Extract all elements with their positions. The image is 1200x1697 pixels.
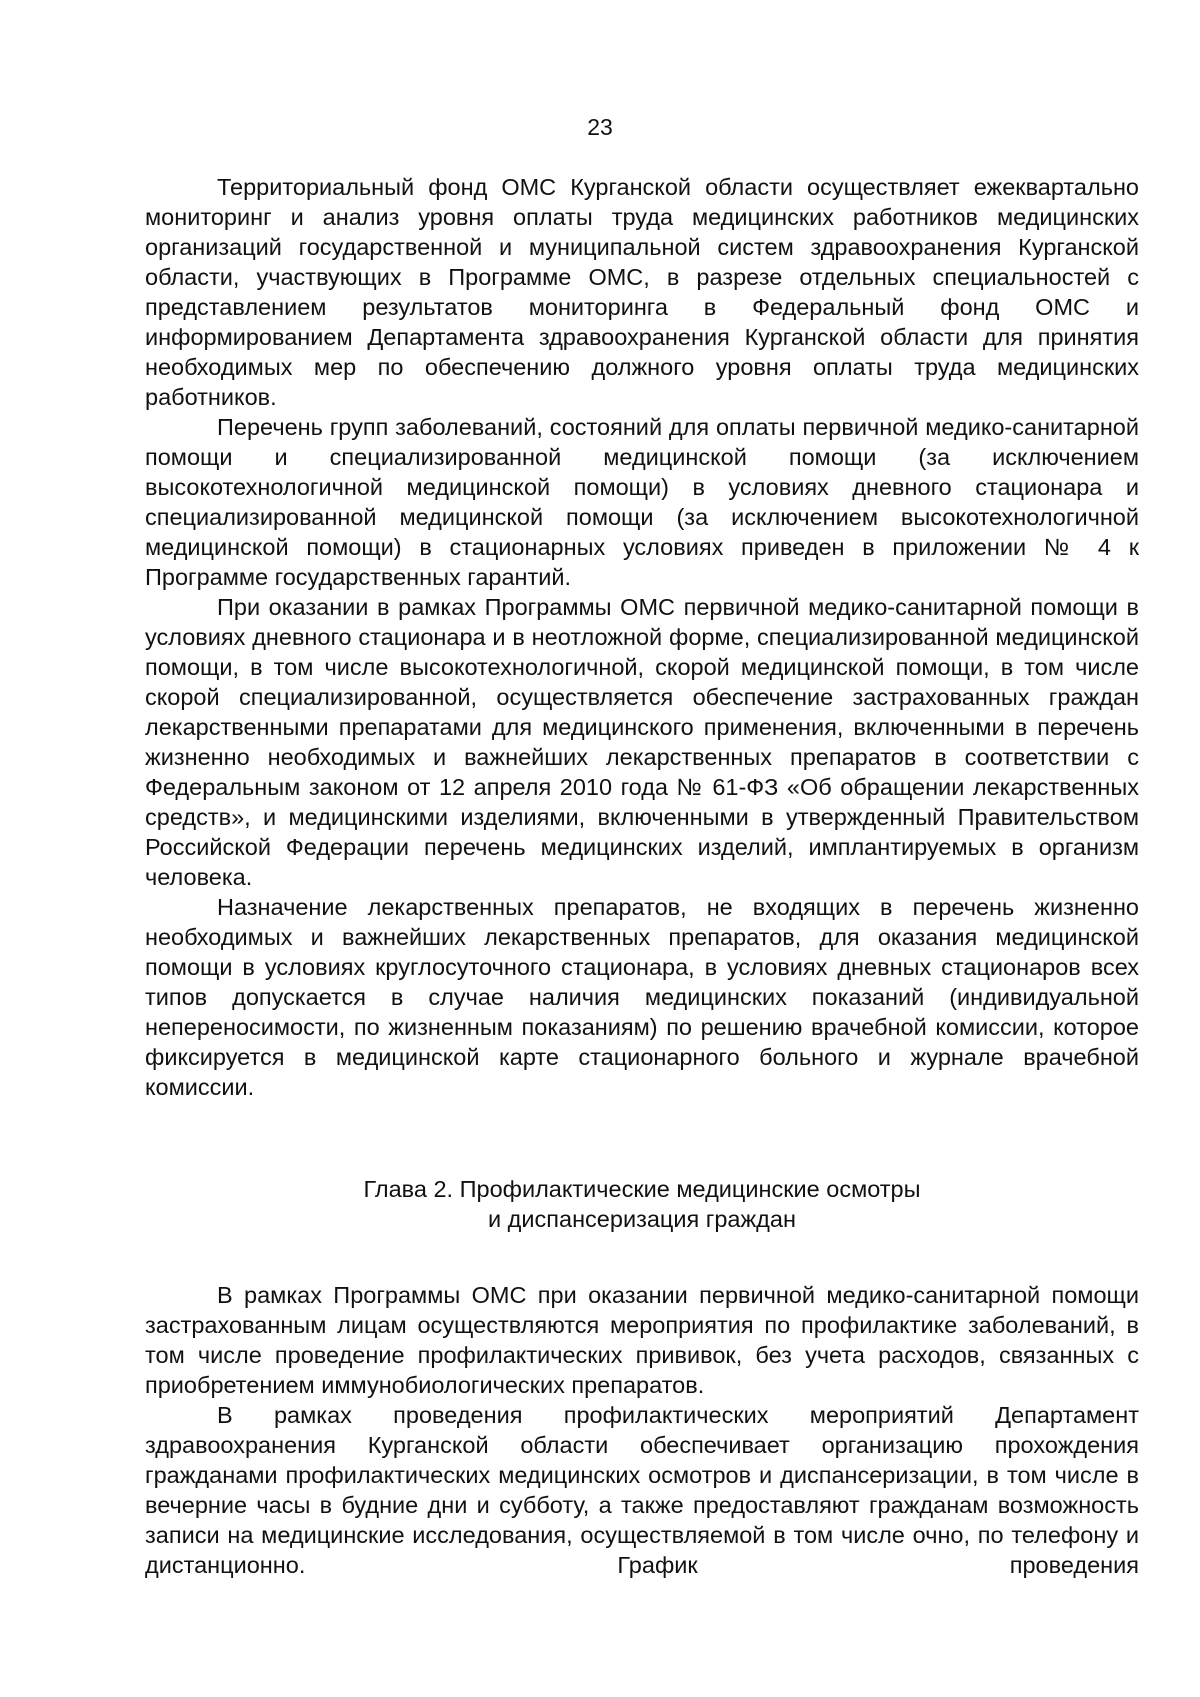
chapter-heading-line-2: и диспансеризация граждан — [488, 1206, 796, 1232]
paragraph-preventive-exams: В рамках проведения профилактических мероприятий Департамент здравоохранения Курганской области обеспечивает организацию прохождения гражданами профилактических медицинских осмотров и диспансеризации, в том числе в вечерние часы в будние дни и субботу, а также предоставляют гражданам возможность записи на медицинские исследования, осуществляемой в том числе очно, по телефону и дистанционно. График проведения — [145, 1402, 1139, 1578]
body-text-section-2 — [145, 1280, 1139, 1580]
paragraph-drug-prescription: Назначение лекарственных препаратов, не входящих в перечень жизненно необходимых и важнейших лекарственных препаратов, для оказания медицинской помощи в условиях круглосуточного стационара, в условиях дневных стационаров всех типов допускается в случае наличия медицинских показаний (индивидуальной непереносимости, по жизненным показаниям) по решению врачебной комиссии, которое фиксируется в медицинской карте стационарного больного и журнале врачебной комиссии. — [145, 894, 1139, 1100]
paragraph-monitoring: Территориальный фонд ОМС Курганской области осуществляет ежеквартально мониторинг и анализ уровня оплаты труда медицинских работников медицинских организаций государственной и муниципальной систем здравоохранения Курганской области, участвующих в Программе ОМС, в разрезе отдельных специальностей с представлением результатов мониторинга в Федеральный фонд ОМС и информированием Департамента здравоохранения Курганской области для принятия необходимых мер по обеспечению должного уровня оплаты труда медицинских работников. — [145, 174, 1139, 410]
paragraph-disease-groups: Перечень групп заболеваний, состояний для оплаты первичной медико-санитарной помощи и специализированной медицинской помощи (за исключением высокотехнологичной медицинской помощи) в условиях дневного стационара и специализированной медицинской помощи (за исключением высокотехнологичной медицинской помощи) в стационарных условиях приведен в приложении № 4 к Программе государственных гарантий. — [145, 414, 1139, 590]
page-number: 23 — [587, 114, 613, 140]
paragraph-drug-provision: При оказании в рамках Программы ОМС первичной медико-санитарной помощи в условиях дневного стационара и в неотложной форме, специализированной медицинской помощи, в том числе высокотехнологичной, скорой медицинской помощи, в том числе скорой специализированной, осуществляется обеспечение застрахованных граждан лекарственными препаратами для медицинского применения, включенными в перечень жизненно необходимых и важнейших лекарственных препаратов в соответствии с Федеральным законом от 12 апреля 2010 года № 61-ФЗ «Об обращении лекарственных средств», и медицинскими изделиями, включенными в утвержденный Правительством Российской Федерации перечень медицинских изделий, имплантируемых в организм человека. — [145, 594, 1139, 890]
chapter-heading-line-1: Глава 2. Профилактические медицинские осмотры — [363, 1176, 921, 1202]
paragraph-prevention: В рамках Программы ОМС при оказании первичной медико-санитарной помощи застрахованным лицам осуществляются мероприятия по профилактике заболеваний, в том числе проведение профилактических прививок, без учета расходов, связанных с приобретением иммунобиологических препаратов. — [145, 1282, 1139, 1398]
chapter-heading — [145, 1174, 1139, 1234]
body-text-section-1 — [145, 172, 1139, 1102]
